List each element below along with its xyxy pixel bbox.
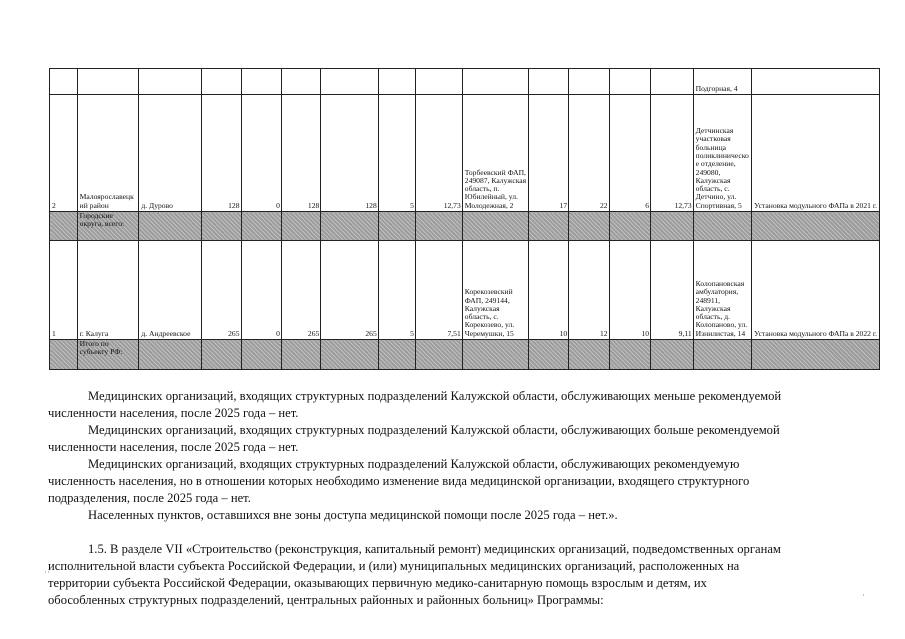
paragraph-line: территории субъекта Российской Федерации, оказывающих первичную медико-санитарную помощь взрослым и детям, их xyxy=(48,576,707,590)
table-cell: 265 xyxy=(202,241,241,340)
table-cell: 10 xyxy=(528,241,568,340)
table-cell: 7,51 xyxy=(415,241,462,340)
paragraph-line: 1.5. В разделе VII «Строительство (реконструкция, капитальный ремонт) медицинских организаций, подведомственных органам xyxy=(88,542,781,556)
org-cell: Колопановская амбулатория, 248911, Калужская область, д. Колопаново, ул. Изнилистая, 14 xyxy=(693,241,752,340)
action-cell: Установка модульного ФАПа в 2022 г. xyxy=(752,241,880,340)
paragraph-line: численности населения, после 2025 года – нет. xyxy=(48,406,299,420)
row-number: 2 xyxy=(50,95,78,212)
district-cell: г. Калуга xyxy=(77,241,139,340)
row-number: 1 xyxy=(50,241,78,340)
subtotal-row xyxy=(50,212,880,241)
paragraph-line: подразделения, после 2025 года – нет. xyxy=(48,491,251,505)
table-cell: 22 xyxy=(569,95,609,212)
table-cell: 12 xyxy=(569,241,609,340)
table-cell: 265 xyxy=(281,241,320,340)
paragraph-line: численность населения, но в отношении которых необходимо изменение вида медицинской организации, входящего структурного xyxy=(48,474,750,488)
table-cell: 5 xyxy=(378,241,415,340)
table-cell: 17 xyxy=(528,95,568,212)
subtotal-label: Городские округа, всего: xyxy=(77,212,139,241)
table-cell: 12,73 xyxy=(651,95,694,212)
table-cell: 0 xyxy=(241,95,281,212)
table-cell: 6 xyxy=(609,95,651,212)
paragraph-line: Медицинских организаций, входящих структурных подразделений Калужской области, обслуживающих рекомендуемую xyxy=(88,457,740,471)
action-cell: Установка модульного ФАПа в 2021 г. xyxy=(752,95,880,212)
fap-cell: Торбеевский ФАП, 249087, Калужская область, п. Юбилейный, ул. Молодежная, 2 xyxy=(462,95,528,212)
table-cell: 12,73 xyxy=(415,95,462,212)
total-row xyxy=(50,340,880,370)
paragraph-line: Медицинских организаций, входящих структурных подразделений Калужской области, обслуживающих больше рекомендуемой xyxy=(88,423,780,437)
paragraph-line: численности населения, после 2025 года – нет. xyxy=(48,440,299,454)
district-cell: Малоярославецкий район xyxy=(77,95,139,212)
paragraph-line: исполнительной власти субъекта Российской Федерации, и (или) муниципальных медицинских организаций, расположенных на xyxy=(48,559,740,573)
table-cell: Подгорная, 4 xyxy=(693,69,752,95)
paragraph-line: обособленных структурных подразделений, центральных районных и районных больниц» Программы: xyxy=(48,593,604,607)
table-row xyxy=(50,69,880,95)
table-cell: 0 xyxy=(241,241,281,340)
fap-table xyxy=(49,68,880,370)
table-cell: 128 xyxy=(202,95,241,212)
table-row xyxy=(50,95,880,212)
fap-cell: Корекозевский ФАП, 249144, Калужская область, с. Корекозево, ул. Черемушки, 15 xyxy=(462,241,528,340)
table-cell: 128 xyxy=(321,95,378,212)
paragraph-line: Населенных пунктов, оставшихся вне зоны доступа медицинской помощи после 2025 года – нет.». xyxy=(88,508,618,522)
table-cell: 5 xyxy=(378,95,415,212)
scan-speck: ·· xyxy=(44,567,50,577)
table-row xyxy=(50,241,880,340)
org-cell: Детчинская участковая больница поликлиническое отделение, 249080, Калужская область, с. Детчино, ул. Спортивная, 5 xyxy=(693,95,752,212)
settlement-cell: д. Дурово xyxy=(139,95,202,212)
paragraph-line: Медицинских организаций, входящих структурных подразделений Калужской области, обслуживающих меньше рекомендуемой xyxy=(88,389,782,403)
table-cell: 265 xyxy=(321,241,378,340)
total-label: Итого по субъекту РФ: xyxy=(77,340,139,370)
body-text xyxy=(48,388,879,609)
settlement-cell: д. Андреевское xyxy=(139,241,202,340)
scan-speck: · xyxy=(862,590,865,600)
table-cell: 9,11 xyxy=(651,241,694,340)
table-cell: 10 xyxy=(609,241,651,340)
table-cell: 128 xyxy=(281,95,320,212)
